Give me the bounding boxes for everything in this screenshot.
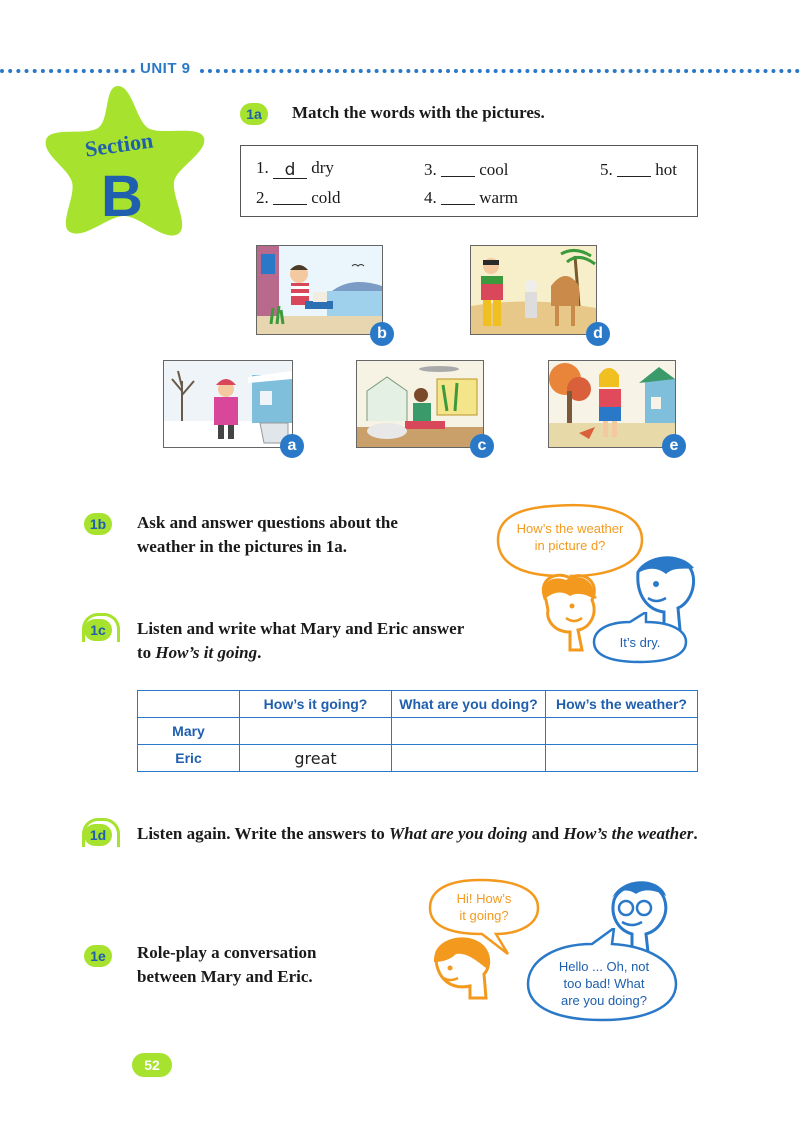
table-cell[interactable] [392,718,546,745]
exercise-1e-instruction: Role-play a conversation between Mary and Eric. [137,943,317,986]
match-item-1: 1. d dry [256,158,334,180]
section-word: Section [83,127,155,162]
match-item-3: 3. cool [424,160,509,179]
unit-label: UNIT 9 [140,60,191,77]
answer-blank-5[interactable] [617,158,651,177]
exercise-1a-badge: 1a [240,103,268,125]
table-cell[interactable] [546,745,698,772]
picture-e-label: e [662,434,686,458]
table-corner-cell [138,691,240,718]
picture-b-label: b [370,322,394,346]
exercise-1e-badge: 1e [84,945,112,967]
page-number: 52 [132,1053,172,1077]
column-header: How’s it going? [240,691,392,718]
header-dotted-rule-right [200,69,800,73]
bubble-weather-answer-text: It’s dry. [619,635,661,650]
match-item-5: 5. hot [600,160,677,179]
row-label: Eric [138,745,240,772]
picture-a-winter [163,360,293,448]
exercise-1b-instruction: Ask and answer questions about the weather in the pictures in 1a. [137,513,398,556]
row-label: Mary [138,718,240,745]
match-item-2: 2. cold [256,188,341,207]
answer-blank-2[interactable] [273,186,307,205]
bubble-eric-text: Hello ... Oh, not too bad! What are you doing? [558,959,650,1008]
picture-a-label: a [280,434,304,458]
section-letter: B [101,164,143,229]
table-row [138,718,698,745]
table-cell[interactable] [546,718,698,745]
picture-c-warm-room [356,360,484,448]
section-star-badge [40,80,210,240]
exercise-1b-badge: 1b [84,513,112,535]
bubble-weather-question-text: How’s the weather in picture d? [516,521,624,553]
table-row [138,745,698,772]
answer-blank-4[interactable] [441,186,475,205]
table-cell[interactable] [240,718,392,745]
picture-d-label: d [586,322,610,346]
column-header: How’s the weather? [546,691,698,718]
picture-c-label: c [470,434,494,458]
exercise-1d-badge: 1d [84,824,112,846]
exercise-1c-instruction: Listen and write what Mary and Eric answer to How’s it going. [137,619,465,662]
exercise-1a-instruction: Match the words with the pictures. [292,103,545,122]
picture-e-autumn [548,360,676,448]
word-match-box [240,145,698,217]
answer-blank-1[interactable]: d [273,160,307,179]
picture-b-beach [256,245,383,335]
table-header-row [138,691,698,718]
exercise-1c-badge: 1c [84,619,112,641]
bubble-mary-text: Hi! How’s it going? [456,891,512,923]
exercise-1d-instruction: Listen again. Write the answers to What are you doing and How’s the weather. [137,824,698,843]
table-cell[interactable] [392,745,546,772]
match-item-4: 4. warm [424,188,518,207]
answer-table [137,690,698,772]
header-dotted-rule-left [0,69,135,73]
mary-head-icon [430,934,500,1014]
picture-d-desert [470,245,597,335]
answer-blank-3[interactable] [441,158,475,177]
table-cell[interactable]: great [240,745,392,772]
column-header: What are you doing? [392,691,546,718]
